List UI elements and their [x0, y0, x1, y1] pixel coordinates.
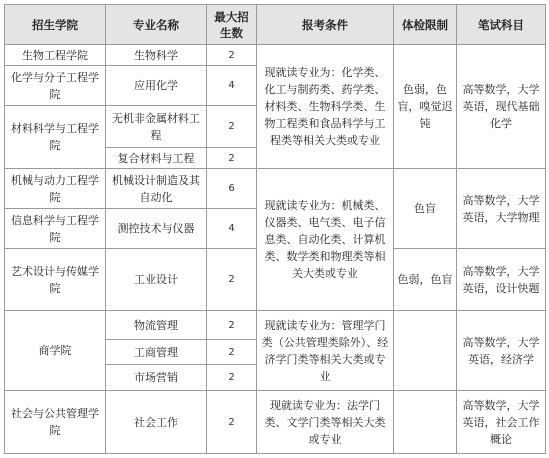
quota-cell: 4 — [207, 209, 257, 249]
exam-cell: 高等数学，大学英语，设计快题 — [457, 249, 546, 311]
table-row — [5, 311, 546, 340]
requirements-cell: 现就读专业为：法学门类、文学门类等相关大类或专业 — [257, 391, 394, 454]
college-cell: 商学院 — [5, 311, 106, 391]
header-requirements: 报考条件 — [257, 5, 394, 45]
exam-cell: 高等数学，大学英语，现代基础化学 — [457, 45, 546, 169]
header-exam: 笔试科目 — [457, 5, 546, 45]
college-cell: 机械与动力工程学院 — [5, 169, 106, 209]
college-cell: 化学与分子工程学院 — [5, 66, 106, 106]
quota-cell: 2 — [207, 148, 257, 169]
table-header-row — [5, 5, 546, 45]
major-cell: 测控技术与仪器 — [106, 209, 207, 249]
quota-cell: 2 — [207, 45, 257, 66]
physical-cell: 色弱，色盲，嗅觉迟钝 — [394, 45, 457, 169]
quota-cell: 2 — [207, 365, 257, 391]
admissions-table — [4, 4, 546, 454]
table-row — [5, 391, 546, 454]
quota-cell: 2 — [207, 249, 257, 311]
major-cell: 复合材料与工程 — [106, 148, 207, 169]
requirements-cell: 现就读专业为：管理学门类（公共管理类除外）、经济学门类等相关大类或专业 — [257, 311, 394, 391]
table-row — [5, 45, 546, 66]
college-cell: 艺术设计与传媒学院 — [5, 249, 106, 311]
quota-cell: 2 — [207, 106, 257, 148]
college-cell: 信息科学与工程学院 — [5, 209, 106, 249]
header-physical: 体检限制 — [394, 5, 457, 45]
requirements-cell: 现就读专业为：化学类、化工与制药类、药学类、材料类、生物科学类、生物工程类和食品科学与工程类等相关大类或专业 — [257, 45, 394, 169]
major-cell: 应用化学 — [106, 66, 207, 106]
exam-cell: 高等数学，大学英语，大学物理 — [457, 169, 546, 249]
college-cell: 社会与公共管理学院 — [5, 391, 106, 454]
exam-cell: 高等数学，大学英语，社会工作概论 — [457, 391, 546, 454]
college-cell: 材料科学与工程学院 — [5, 106, 106, 169]
major-cell: 机械设计制造及其自动化 — [106, 169, 207, 209]
physical-cell: 色盲 — [394, 169, 457, 249]
major-cell: 社会工作 — [106, 391, 207, 454]
header-major: 专业名称 — [106, 5, 207, 45]
exam-cell: 高等数学，大学英语，经济学 — [457, 311, 546, 391]
header-quota: 最大招生数 — [207, 5, 257, 45]
quota-cell: 2 — [207, 340, 257, 365]
quota-cell: 2 — [207, 391, 257, 454]
major-cell: 生物科学 — [106, 45, 207, 66]
major-cell: 无机非金属材料工程 — [106, 106, 207, 148]
requirements-cell: 现就读专业为：机械类、仪器类、电气类、电子信息类、自动化类、计算机类、数学类和物理类等相关大类或专业 — [257, 169, 394, 311]
quota-cell: 2 — [207, 311, 257, 340]
quota-cell: 6 — [207, 169, 257, 209]
physical-cell — [394, 311, 457, 391]
major-cell: 市场营销 — [106, 365, 207, 391]
physical-cell: 色弱，色盲 — [394, 249, 457, 311]
physical-cell — [394, 391, 457, 454]
quota-cell: 4 — [207, 66, 257, 106]
major-cell: 工业设计 — [106, 249, 207, 311]
college-cell: 生物工程学院 — [5, 45, 106, 66]
table-row — [5, 169, 546, 209]
header-college: 招生学院 — [5, 5, 106, 45]
major-cell: 物流管理 — [106, 311, 207, 340]
major-cell: 工商管理 — [106, 340, 207, 365]
